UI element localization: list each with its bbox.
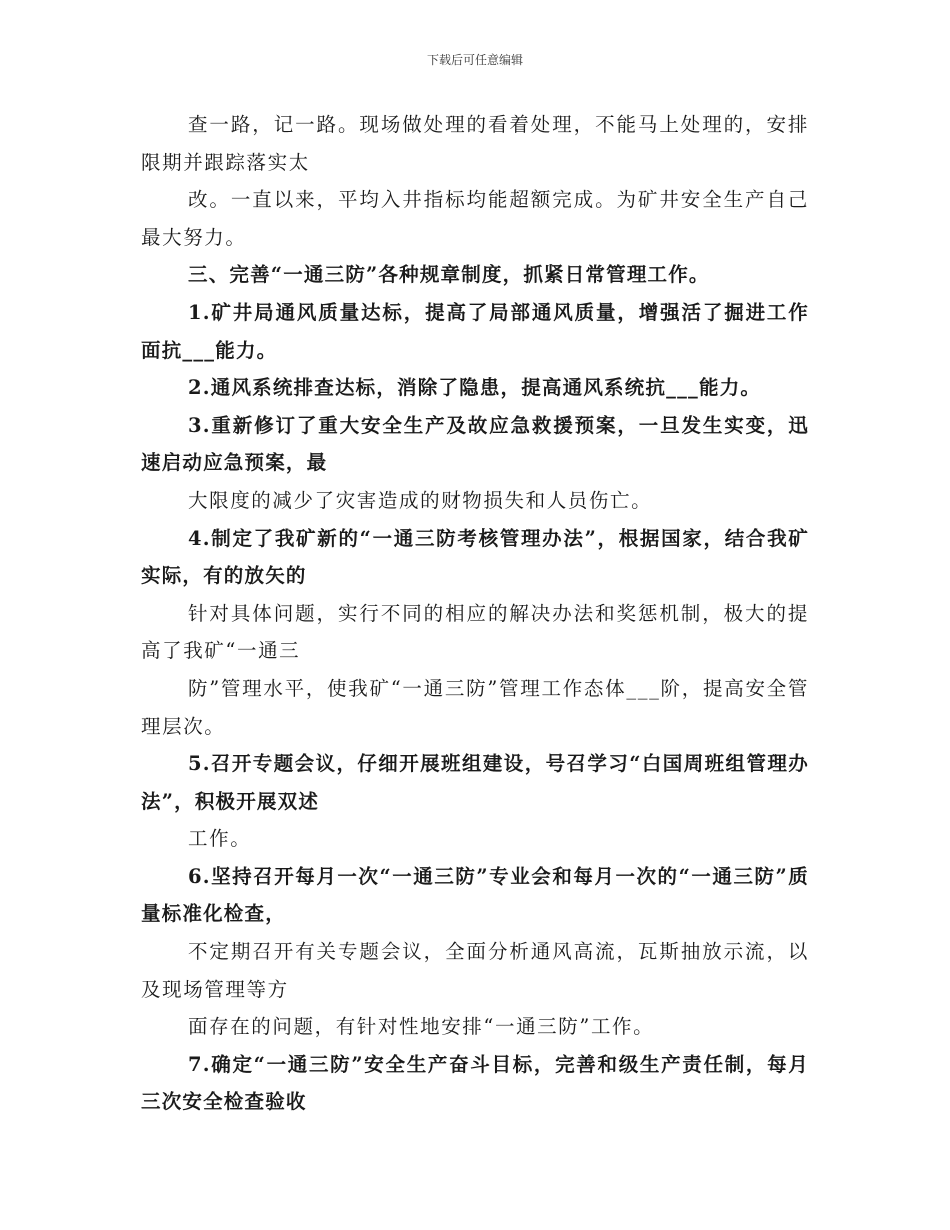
paragraph: 查一路，记一路。现场做处理的看着处理，不能马上处理的，安排限期并跟踪落实太: [141, 113, 809, 174]
list-item-heading: 7.确定“一通三防”安全生产奋斗目标，完善和级生产责任制，每月三次安全检查验收: [141, 1052, 809, 1114]
section-heading: 三、完善“一通三防”各种规章制度，抓紧日常管理工作。: [188, 263, 710, 287]
list-item-heading: 4.制定了我矿新的“一通三防考核管理办法”，根据国家，结合我矿实际，有的放矢的: [141, 526, 809, 588]
paragraph: 工作。: [188, 827, 252, 851]
paragraph: 面存在的问题，有针对性地安排“一通三防”工作。: [188, 1015, 655, 1039]
list-item-heading: 3.重新修订了重大安全生产及故应急救援预案，一旦发生实变，迅速启动应急预案，最: [141, 413, 809, 475]
list-item-heading: 6.坚持召开每月一次“一通三防”专业会和每月一次的“一通三防”质量标准化检查，: [141, 864, 809, 926]
paragraph: 防”管理水平，使我矿“一通三防”管理工作态体___阶，提高安全管理层次。: [141, 676, 809, 738]
list-item-heading: 5.召开专题会议，仔细开展班组建设，号召学习“白国周班组管理办法”，积极开展双述: [141, 752, 809, 813]
paragraph: 大限度的减少了灾害造成的财物损失和人员伤亡。: [188, 488, 653, 512]
paragraph: 针对具体问题，实行不同的相应的解决办法和奖惩机制，极大的提高了我矿“一通三: [141, 601, 809, 663]
page-header: 下载后可任意编辑: [426, 53, 523, 67]
paragraph: 改。一直以来，平均入井指标均能超额完成。为矿井安全生产自己最大努力。: [141, 188, 809, 249]
list-item-heading: 2.通风系统排查达标，消除了隐患，提高通风系统抗___能力。: [188, 376, 762, 400]
list-item-heading: 1.矿井局通风质量达标，提高了局部通风质量，增强活了掘进工作面抗___能力。: [141, 300, 809, 362]
document-body: [141, 106, 809, 1121]
paragraph: 不定期召开有关专题会议，全面分析通风高流，瓦斯抽放示流，以及现场管理等方: [141, 940, 809, 1001]
